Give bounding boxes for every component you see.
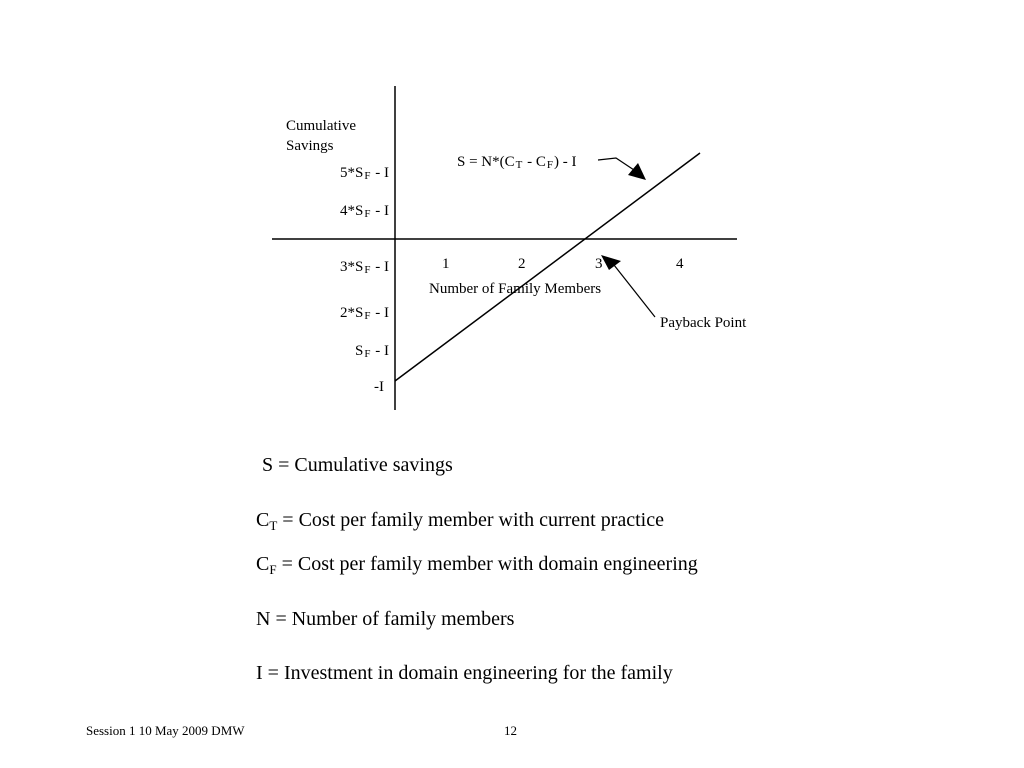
y-tick-label: -I [374, 379, 384, 395]
equation-label: S = N*(CT - CF) - I [457, 154, 577, 171]
equation-pointer-line [598, 158, 634, 170]
y-axis-label-line1: Cumulative [286, 118, 356, 134]
y-tick-label: 2*SF - I [340, 305, 389, 322]
x-axis-label: Number of Family Members [429, 281, 602, 297]
definition-n: N = Number of family members [256, 608, 515, 630]
y-tick-label: SF - I [355, 343, 389, 360]
definition-i: I = Investment in domain engineering for the family [256, 662, 673, 684]
y-tick-label: 3*SF - I [340, 259, 389, 276]
x-tick-label: 3 [595, 256, 603, 272]
y-axis-label-line2: Savings [286, 138, 334, 154]
payback-point-label: Payback Point [660, 315, 747, 331]
y-tick-label: 5*SF - I [340, 165, 389, 182]
definition-cf: $C_F$ = Cost per family member with domain engineering [256, 553, 698, 577]
y-tick-label: 4*SF - I [340, 203, 389, 220]
x-tick-label: 4 [676, 256, 684, 272]
payback-pointer-line [614, 265, 655, 317]
footer-session: Session 1 10 May 2009 DMW [86, 723, 245, 738]
definition-s: S = Cumulative savings [262, 454, 453, 476]
payback-arrowhead [601, 255, 621, 270]
savings-line [395, 153, 700, 381]
equation-arrowhead [628, 163, 646, 180]
x-tick-label: 1 [442, 256, 450, 272]
definition-ct: $C_T$ = Cost per family member with current practice [256, 509, 664, 533]
x-tick-label: 2 [518, 256, 526, 272]
footer-page-number: 12 [504, 723, 517, 738]
